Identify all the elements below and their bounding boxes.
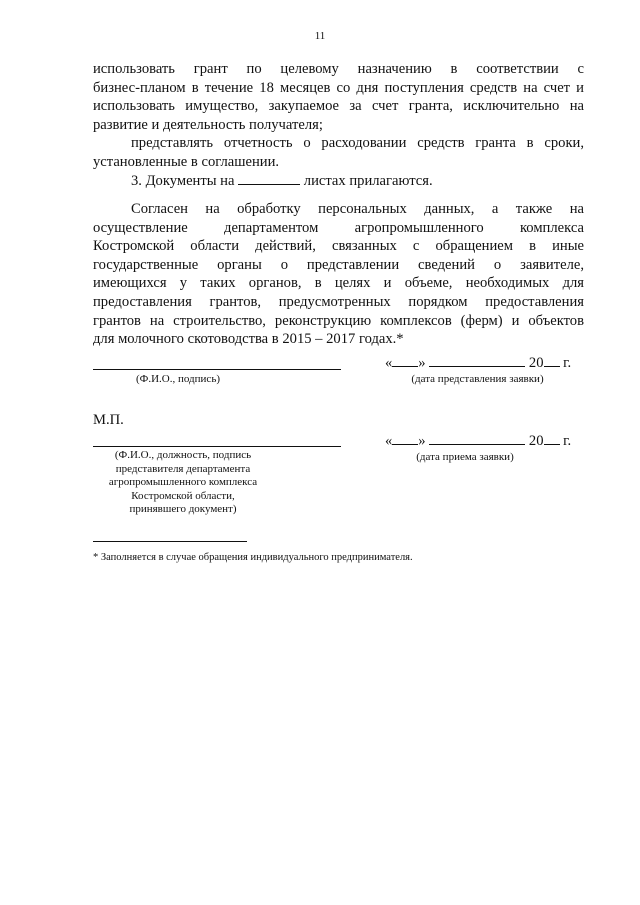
submission-date-field[interactable]: « » 20 г. [385,355,572,371]
documents-attached-line [93,172,584,191]
year-blank[interactable] [544,432,560,445]
text-line: осуществление департаментом агропромышленного комплекса [93,219,584,236]
sheets-count-blank[interactable] [238,172,300,185]
text-line: бизнес-планом в течение 18 месяцев со дня поступления средств на счет и [93,79,584,96]
submission-date-caption: (дата представления заявки) [411,373,544,385]
receipt-date-field[interactable]: « » 20 г. [385,433,572,449]
text-line: использовать грант по целевому назначению в соответствии с [93,61,584,77]
footnote-separator [93,541,247,542]
text-line: грантов на строительство, реконструкцию комплексов (ферм) и объектов [93,312,584,329]
month-blank[interactable] [429,354,525,367]
receipt-date-caption: (дата приема заявки) [416,451,514,463]
official-signature-caption: (Ф.И.О., должность, подпись представителя департамента агропромышленного комплекса Костромской области, принявшего документ) [108,449,258,515]
consent-paragraph [93,200,584,349]
text-line: Согласен на обработку персональных данных, а также на [131,201,584,217]
documents-label: 3. Документы на [131,172,235,189]
text-line: для молочного скотоводства в 2015 – 2017 годах.* [93,331,404,348]
page-number: 11 [314,30,326,42]
month-blank[interactable] [429,432,525,445]
text-line: предоставления грантов, предусмотренных порядком предоставления [93,293,584,310]
day-blank[interactable] [392,354,418,367]
applicant-signature-caption: (Ф.И.О., подпись) [136,373,220,385]
documents-label-tail: листах прилагаются. [303,172,433,189]
text-line: Костромской области действий, связанных с обращением в иные [93,238,584,255]
year-blank[interactable] [544,354,560,367]
text-line: представлять отчетность о расходовании средств гранта в сроки, [131,135,584,152]
text-line: развитие и деятельность получателя; [93,116,323,133]
obligations-paragraph [93,60,584,190]
day-blank[interactable] [392,432,418,445]
footnote: * Заполняется в случае обращения индивидуального предпринимателя. [93,552,413,563]
text-line: государственные органы о представлении сведений о заявителе, [93,256,584,273]
applicant-signature-line[interactable] [93,369,341,370]
official-signature-line[interactable] [93,446,341,447]
text-line: имеющихся у таких органов, в целях и объеме, необходимых для [93,275,584,292]
text-line: установленные в соглашении. [93,153,280,170]
text-line: использовать имущество, закупаемое за счет гранта, исключительно на [93,98,584,115]
stamp-label: М.П. [93,412,124,428]
